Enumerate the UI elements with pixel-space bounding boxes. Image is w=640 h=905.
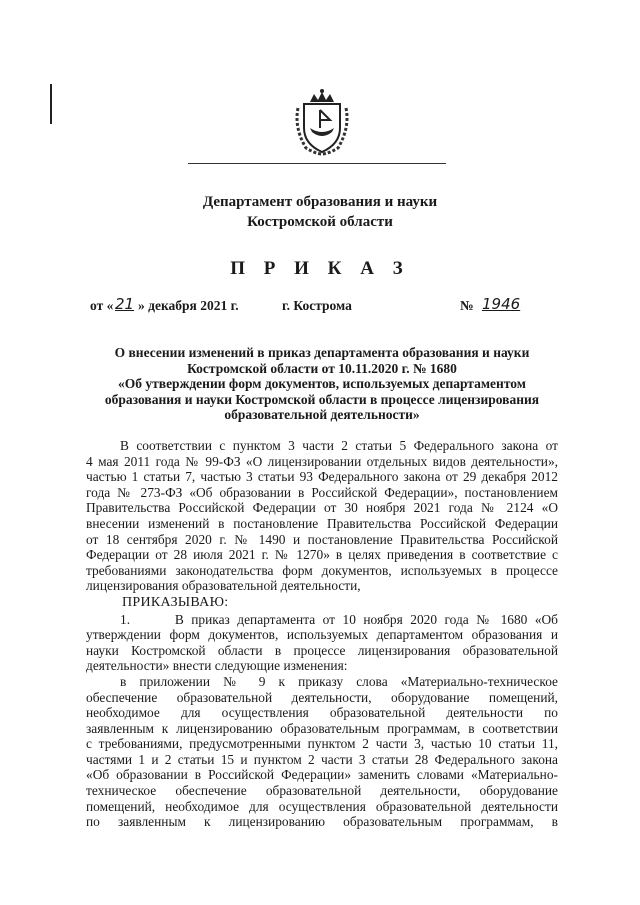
text-line: деятельности» внести следующие изменения: (86, 658, 348, 674)
paragraph-preamble (86, 438, 558, 594)
text-line: В соответствии с пунктом 3 части 2 статьи 5 Федерального закона от (120, 438, 558, 453)
header-rule (188, 163, 446, 164)
text-line: частями 1 и 2 статьи 15 и пунктом 2 части 3 статьи 28 Федерального закона (86, 751, 558, 767)
text-line: «Об образовании в Российской Федерации» заменить словами «Материально- (86, 767, 558, 783)
text-line: от 18 сентября 2020 г. № 1490 и постановление Правительства Российской (86, 531, 558, 547)
text-line: необходимое для осуществления образовательной деятельности по (86, 705, 558, 721)
text-line: с требованиями, предусмотренными пунктом 2 части 3, частью 10 статьи 11, (86, 736, 558, 752)
text-line: частью 1 статьи 7, частью 3 статьи 93 Федерального закона от 29 декабря 2012 (86, 469, 558, 485)
text-line: в приложении № 9 к приказу слова «Материально-техническое (120, 673, 558, 689)
text-line: 1. В приказ департамента от 10 ноября 2020 года № 1680 «Об (120, 611, 558, 627)
department-line-2: Костромской области (247, 214, 393, 230)
paragraph-item-1 (86, 612, 558, 674)
text-line: Правительства Российской Федерации от 30 ноября 2021 года № 2124 «О (86, 500, 558, 516)
date-day: 21 (115, 295, 135, 313)
date-prefix: от « (90, 298, 114, 313)
text-line: требованиями законодательства форм документов, используемых в процессе (86, 562, 558, 578)
city: г. Кострома (282, 298, 352, 313)
subject-line: образовательной деятельности» (224, 407, 420, 422)
order-word: ПРИКАЗЫВАЮ: (122, 594, 229, 610)
text-line: помещений, необходимое для осуществления образовательной деятельности (86, 798, 558, 814)
text-line: Федерации от 28 июля 2021 г. № 1270» в целях приведения в соответствие с (86, 547, 558, 563)
text-line: заявленным к лицензированию образовательным программам, в соответствии (86, 720, 558, 736)
paragraph-amendment (86, 674, 558, 830)
date-line (90, 295, 560, 320)
text-line: утверждении форм документов, используемых департаментом образования и (86, 627, 558, 643)
text-line: лицензирования образовательной деятельности, (86, 578, 361, 594)
subject-line: О внесении изменений в приказ департамента образования и науки (114, 345, 530, 360)
text-line: внесении изменений в постановление Правительства Российской Федерации (86, 515, 558, 531)
number-label: № (460, 298, 474, 313)
subject-line: образования и науки Костромской области в процессе лицензирования (104, 391, 540, 407)
number-value: 1946 (482, 295, 521, 313)
text-line: года № 273-ФЗ «Об образовании в Российской Федерации», постановлением (86, 484, 558, 500)
document-title: П Р И К А З (230, 258, 410, 279)
text-line: техническое обеспечение образовательной деятельности, оборудование (86, 783, 558, 799)
text-line: обеспечение образовательной деятельности, оборудование помещений, (86, 689, 558, 705)
department-line-1: Департамент образования и науки (202, 194, 438, 210)
department-name (0, 192, 640, 232)
subject-line: «Об утверждении форм документов, используемых департаментом (118, 376, 526, 391)
document-body (86, 438, 558, 830)
text-line: по заявленным к лицензированию образовательным программам, в (86, 814, 558, 830)
margin-mark (50, 84, 52, 124)
text-line: науки Костромской области в процессе лицензирования образовательной (86, 642, 558, 658)
subject-line: Костромской области от 10.11.2020 г. № 1680 (187, 360, 457, 376)
document-subject (86, 345, 558, 423)
date-suffix: » декабря 2021 г. (138, 298, 239, 313)
text-line: 4 мая 2011 года № 99-ФЗ «О лицензировании отдельных видов деятельности», (86, 453, 558, 469)
kostroma-coat-of-arms-icon (290, 88, 354, 156)
